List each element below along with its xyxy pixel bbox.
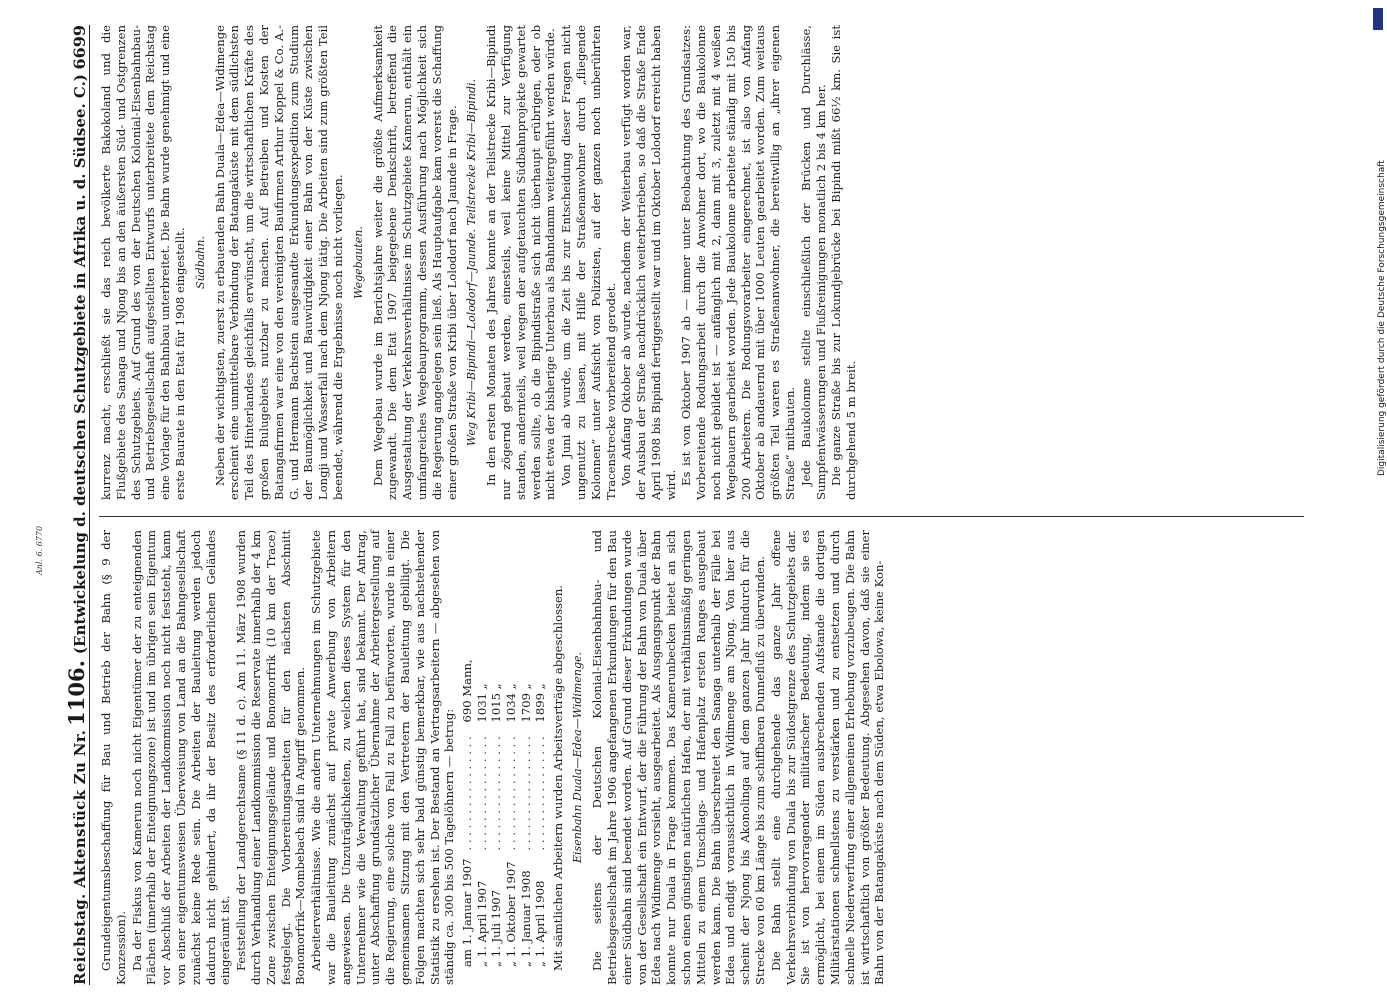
digitization-credit [1363, 0, 1387, 1000]
table-cell-date: „ 1. Juli 1907 [489, 889, 504, 967]
paragraph: In den ersten Monaten des Jahres konnte an der Teilstrecke Kribi—Bipindi nur zögernd gebaut werden, einesteils, weil keine Mittel zur Verfügung standen, andernteils, weil wegen der aufgetauchten Südbahnprojekte gewartet werden sollte, ob die Bipindistraße sich nicht überhaupt erübrigen, oder ob nicht etwa der bisherige Unterbau als Bahndamm weitergeführt werden würde. [484, 25, 558, 500]
paragraph: Da der Fiskus von Kamerun noch nicht Eigentümer der zu enteignenden Flächen (innerhalb der Enteignungszone) ist und im übrigen sein Eigentum vor Abschluß der Arbeiten der Landkommission noch nicht feststeht, kann von einer eigentumsweisen Überweisung von Land an die Bahngesellschaft zunächst keine Rede sein. Die Arbeiten der Bauleitung werden jedoch dadurch nicht gehindert, da ihr der Besitz des erforderlichen Geländes eingeräumt ist. [129, 530, 233, 985]
marginal-note: Anl. 6. 6770 [35, 525, 44, 575]
section-heading: Eisenbahn Duala—Edea—Widimenge. [571, 652, 585, 863]
table-leader-dots: . . . . . . . . . . . . . . . . [474, 736, 489, 851]
table-cell-count: 690 Mann, [460, 659, 475, 723]
paragraph: Die seitens der Deutschen Kolonial-Eisenbahnbau- und Betriebsgesellschaft im Jahre 1906 angefangenen Erkundungen für den Bau einer Südbahn sind beendet worden. Auf Grund dieser Erkundungen wurde von der Gesellschaft ein Entwurf, der die Führung der Bahn von Duala über Edea nach Widimenge vorsieht, ausgearbeitet. Als Ausgangspunkt der Bahn konnte nur Duala in Frage kommen. Das Kamerunbecken bietet an sich schon einen günstigen natürlichen Hafen, der mit verhältnismäßig geringen Mitteln zu einem Umschlags- und Hafenplatz ersten Ranges ausgebaut werden kann. Die Bahn überschreitet den Sanaga unterhalb der Fälle bei Edea und endigt voraussichtlich in Widimenge am Njong. Von hier aus scheint der Njong bis Akonolinga auf dem ganzen Jahr hindurch für die Strecke von 60 km Länge bis zum schiffbaren Dunnefluß zu überwinden. [590, 530, 768, 985]
right-column [99, 25, 1304, 500]
paragraph: kurrenz macht, erschließt sie das reich bevölkerte Bakokoland und die Flußgebiete des Sanaga und Njong bis an den äußersten Süd- und Ostgrenzen des Schutzgebiets. Auf Grund des von der Deutschen Kolonial-Eisenbahnbau- und Betriebsgesellschaft aufgestellten Entwurfs unterbreitete dem Reichstag eine Vorlage für den Bahnbau unterbreitet. Die Bahn wurde genehmigt und eine erste Baurate in den Etat für 1908 eingestellt. [99, 25, 187, 500]
table-row [460, 651, 475, 967]
paragraph: Dem Wegebau wurde im Berichtsjahre weiter die größte Aufmerksamkeit zugewandt. Die dem Etat 1907 beigegebene Denkschrift, betreffend die Ausgestaltung der Verkehrsverhältnisse im Schutzgebiete Kamerun, enthält ein umfangreiches Wegebauprogramm, dessen Ausführung nach Möglichkeit sich die Regierung angelegen sein ließ. Als Hauptaufgabe kam vorerst die Schaffung einer großen Straße von Kribi über Lolodorf nach Jaunde in Frage. [370, 25, 459, 500]
paragraph: Die ganze Straße bis zur Lokundjebrücke bei Bipindi mißt 66½ km. Sie ist durchgehend 5 m breit. [829, 25, 859, 500]
table-cell-date: „ 1. April 1908 [533, 880, 548, 967]
paragraph: Arbeiterverhältnisse. Wie die andern Unternehmungen im Schutzgebiete war die Bauleitung zunächst auf private Anwerbung von Arbeitern angewiesen. Die Unzuträglichkeiten, zu welchen dieses System für den Unternehmer wie die Verwaltung geführt hat, sind bekannt. Der Antrag, unter Abschaffung grundsätzlicher Übernahme der Arbeitergestellung auf die Regierung, eine solche von Fall zu Fall zu befürworten, wurde in einer gemeinsamen Sitzung mit den Vertretern der Bauleitung gebilligt. Die Folgen machten sich sehr bald günstig bemerkbar, wie aus nachstehender Statistik zu ersehen ist. Der Bestand an Vertragsarbeitern — abgesehen von ständig ca. 300 bis 500 Tagelöhnern — betrug: [309, 530, 457, 985]
dfg-logo: DFG [1373, 8, 1383, 30]
paragraph: Jede Baukolonne stellte einschließlich der Brücken und Durchlässe, Sumpfentwässerungen und Flußreinigungen monatlich 2 bis 4 km her. [798, 25, 828, 500]
column-divider [99, 516, 1304, 517]
table-cell-date: „ 1. Oktober 1907 [503, 861, 518, 967]
table-leader-dots: . . . . . . . . . . . . . . . . [503, 736, 518, 851]
header-subject: (Entwickelung d. deutschen Schutzgebiete in Afrika u. d. Südsee. C.) [71, 74, 89, 655]
table-cell-count: 1034 „ [503, 683, 518, 723]
table-leader-dots: . . . . . . . . . . . . . . . . [489, 736, 504, 851]
paragraph: Grundeigentumsbeschaffung für Bau und Betrieb der Bahn (§ 9 der Konzession). [99, 530, 128, 985]
table-cell-count: 1709 „ [518, 683, 533, 723]
paragraph: Neben der wichtigsten, zuerst zu erbauenden Bahn Duala—Edea—Widimenge erscheint eine unmittelbare Verbindung der Batangaküste mit dem südlichsten Teil des Hinterlandes gleichfalls erwünscht, um die wirtschaftlichen Kräfte des großen Bulugebiets nutzbar zu machen. Auf Betreiben und Kosten der Batangafirmen war eine von den vereinigten Baufirmen Arthur Koppel & Co. A.-G. und Hermann Bachstein ausgesandte Erkundungsexpedition zum Studium der Baumöglichkeit und Bauwürdigkeit einer Bahn von der Küste zwischen Longji und Wasserfall nach dem Njong tätig. Die Arbeiten sind zum größten Teil beendet, während die Ergebnisse noch nicht vorliegen. [212, 25, 345, 500]
paragraph: Von Anfang Oktober ab wurde, nachdem der Weiterbau verfügt worden war, der Ausbau der Straße nachdrücklich weiterbetrieben, so daß die Straße Ende April 1908 bis Bipindi fertiggestellt war und im Oktober Lolodorf erreicht haben wird. [619, 25, 678, 500]
left-column [99, 530, 1304, 985]
section-heading: Südbahn. [193, 236, 207, 289]
page-number: 6699 [70, 25, 89, 70]
paragraph: Von Juni ab wurde, um die Zeit bis zur Entscheidung dieser Fragen nicht ungenutzt zu lassen, mit Hilfe der Straßenanwohner durch „fliegende Kolonnen“ unter Aufsicht von Polizisten, auf der ganzen noch unberührten Tracenstrecke vorbereitend gerodet. [559, 25, 618, 500]
table-cell-date: „ 1. Januar 1908 [518, 870, 533, 967]
table-leader-dots: . . . . . . . . . . . . . . . . [533, 736, 548, 851]
table-row [533, 651, 548, 967]
paragraph: Mit sämtlichen Arbeitern wurden Arbeitsverträge abgeschlossen. [550, 585, 565, 971]
header-title: Reichstag. Aktenstück Zu Nr. [71, 729, 89, 985]
table-row [519, 651, 534, 967]
table-row [504, 651, 519, 967]
page-header [55, 25, 90, 985]
table-row [489, 651, 504, 967]
workers-table [460, 651, 548, 967]
table-leader-dots: . . . . . . . . . . . . . . . . [518, 736, 533, 851]
table-cell-count: 1031 „ [474, 683, 489, 723]
header-number: 1106. [64, 660, 89, 726]
paragraph: Feststellung der Landgerechtsame (§ 11 d. c). Am 11. März 1908 wurden durch Verhandlung einer Landkommission die Reservate innerhalb der 4 km Zone zwischen Enteignungsgelände und Bonomorfrik (10 km der Trace) festgelegt. Die Vorbereitungsarbeiten für den nächsten Abschnitt Bonomorfrik—Mombebach sind in Angriff genommen. [234, 530, 308, 985]
table-cell-count: 1015 „ [489, 683, 504, 723]
table-row [475, 651, 490, 967]
paragraph: Die Bahn stellt eine durchgehende das ganze Jahr offene Verkehrsverbindung von Duala bis zur Südostgrenze des Schutzgebiets dar. Sie ist von hervorragender militärischer Bedeutung, indem sie es ermöglicht, bei einem im Süden ausbrechenden Aufstande die dortigen Militärstationen schnellstens zu verstärken und zu entsetzen und durch schnelle Niederwerfung einer allgemeinen Erhebung vorzubeugen. Die Bahn ist wirtschaftlich von größter Bedeutung. Abgesehen davon, daß sie einer Bahn von der Batangaküste nach dem Süden, etwa Ebolowa, keine Kon- [768, 530, 887, 985]
paragraph: Es ist von Oktober 1907 ab — immer unter Beobachtung des Grundsatzes: Vorbereitende Rodungsarbeit durch die Anwohner dort, wo die Baukolonne noch nicht gebildet ist — anfänglich mit 2, dann mit 3, zuletzt mit 4 weißen Wegebauern gearbeitet worden. Jede Baukolonne arbeitete ständig mit 150 bis 200 Arbeitern. Die Rodungsvorarbeiter eingerechnet, ist also von Anfang Oktober ab andauernd mit über 1000 Leuten gearbeitet worden. Zum weitaus größten Teil waren es Straßenanwohner, die bereitwillig an „ihrer eigenen Straße“ mitbauten. [679, 25, 798, 500]
section-heading: Weg Kribi—Bipindi—Lolodorf—Jaunde. Teilstrecke Kribi—Bipindi. [465, 78, 479, 447]
table-leader-dots: . . . . . . . . . . . . . . . . [460, 736, 475, 851]
document-page [35, 25, 1315, 985]
credit-text: Digitalisierung gefördert durch die Deutsche Forschungsgemeinschaft [1377, 160, 1387, 476]
table-cell-date: „ 1. April 1907 [474, 880, 489, 967]
section-heading: Wegebauten. [351, 226, 365, 299]
table-cell-count: 1899 „ [533, 683, 548, 723]
table-cell-date: am 1. Januar 1907 [460, 858, 475, 967]
